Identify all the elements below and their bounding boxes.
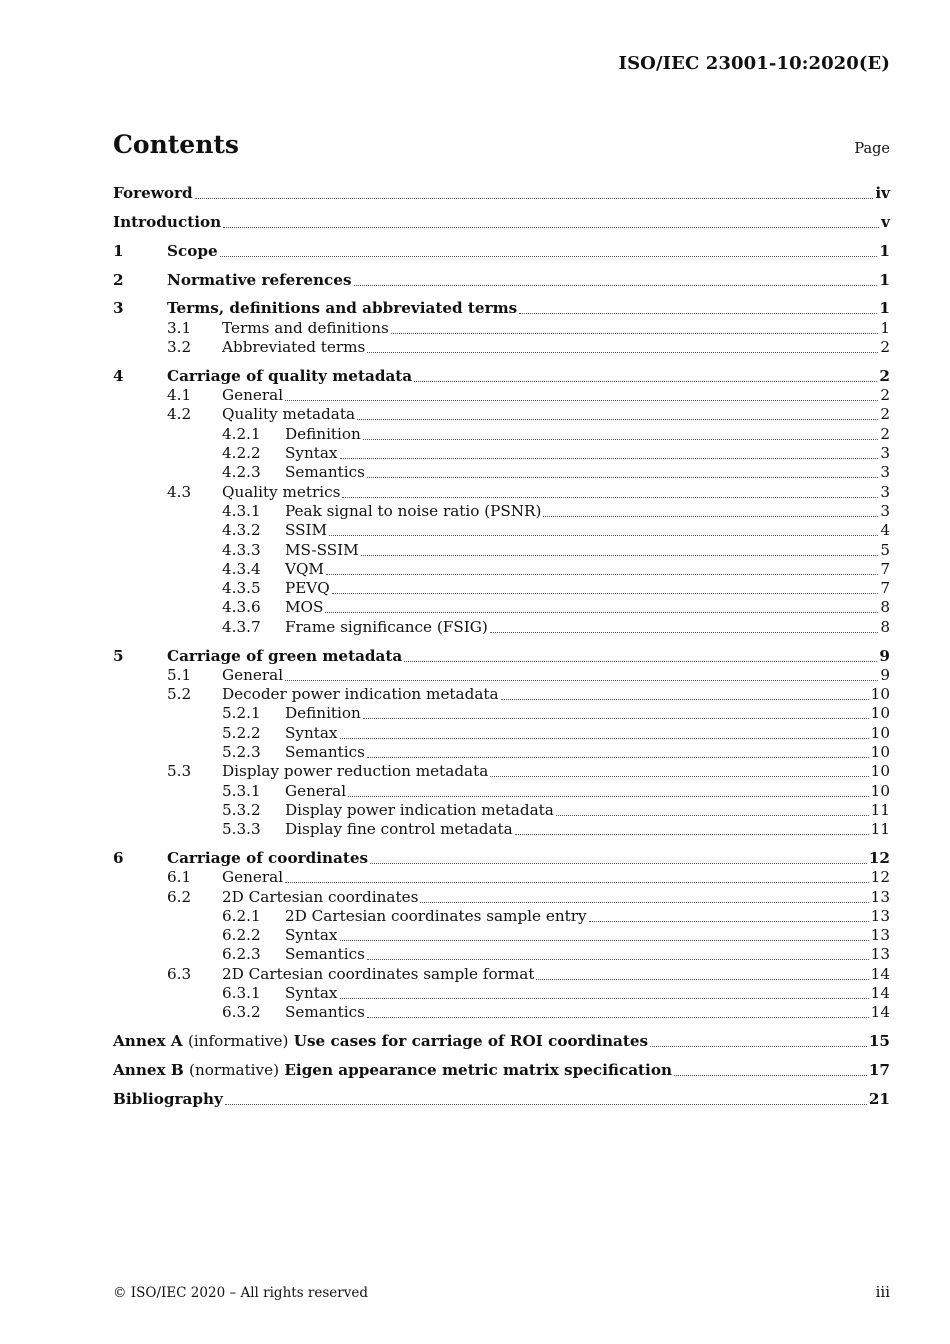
toc-entry-page: 13 <box>870 926 890 945</box>
toc-entry-number: 6.3 <box>167 964 192 983</box>
dot-leader <box>363 438 879 440</box>
toc-entry-number: 5.3.1 <box>222 781 261 800</box>
dot-leader <box>543 515 878 517</box>
toc-entry-title-text: MS-SSIM <box>285 540 359 559</box>
toc-entry-title-text: Carriage of quality metadata <box>167 366 413 385</box>
dot-leader <box>519 312 877 314</box>
toc-entry-number: 4.2 <box>167 405 192 424</box>
toc-entry-number: 5.3.3 <box>222 820 261 839</box>
toc-entry-title <box>285 1003 365 1022</box>
toc-entry[interactable] <box>113 299 890 318</box>
toc-entry-title <box>285 463 365 482</box>
toc-entry-page: 13 <box>870 945 890 964</box>
toc-entry[interactable] <box>113 521 890 540</box>
dot-leader <box>340 457 879 459</box>
toc-entry-page: 2 <box>880 338 890 357</box>
toc-entry-number: 4.3 <box>167 482 192 501</box>
toc-entry-title <box>285 704 361 723</box>
dot-leader <box>515 833 869 835</box>
toc-entry-title <box>222 965 534 984</box>
toc-entry-title-text: Introduction <box>113 213 222 232</box>
toc-entry-title <box>113 184 193 203</box>
toc-entry-page: 1 <box>879 299 890 318</box>
document-id: ISO/IEC 23001-10:2020(E) <box>618 53 890 74</box>
toc-entry[interactable] <box>113 984 890 1003</box>
toc-entry-page: 10 <box>870 743 890 762</box>
toc-entry-title-text: Syntax <box>285 984 338 1003</box>
toc-entry-page: 3 <box>880 501 890 520</box>
toc-entry-title-text: General <box>222 665 284 684</box>
dot-leader <box>348 795 869 797</box>
toc-entry-title <box>167 647 402 666</box>
toc-entry-title-text: Syntax <box>285 444 338 463</box>
dot-leader <box>367 1016 869 1018</box>
toc-entry-page: 14 <box>870 964 890 983</box>
toc-entry-number: 6.2.2 <box>222 926 261 945</box>
toc-entry-page: 1 <box>880 318 890 337</box>
toc-entry-title <box>285 945 365 964</box>
toc-entry-title <box>285 724 338 743</box>
copyright-notice: © ISO/IEC 2020 – All rights reserved <box>113 1285 368 1301</box>
toc-entry[interactable] <box>113 666 890 685</box>
toc-entry-number: 4.3.6 <box>222 598 261 617</box>
toc-entry-title-text: Frame significance (FSIG) <box>285 617 488 636</box>
toc-entry[interactable] <box>113 617 890 636</box>
toc-entry-title <box>222 888 418 907</box>
toc-entry-number: 1 <box>113 241 124 260</box>
toc-entry-page: 14 <box>870 1003 890 1022</box>
toc-entry-title-text: Quality metrics <box>222 482 341 501</box>
toc-entry[interactable] <box>113 405 890 424</box>
toc-entry-title-text: Semantics <box>285 945 365 964</box>
toc-entry-title-text: 2D Cartesian coordinates sample entry <box>285 906 587 925</box>
toc-entry-number: 6.2.3 <box>222 945 261 964</box>
toc-entry[interactable] <box>113 926 890 945</box>
toc-entry-title-text: Decoder power indication metadata <box>222 685 499 704</box>
toc-entry-title <box>285 618 488 637</box>
toc-entry-title-text: Semantics <box>285 1003 365 1022</box>
toc-entry-title <box>285 598 323 617</box>
toc-entry-title-text: Annex A <box>113 1032 183 1051</box>
toc-entry[interactable] <box>113 849 890 868</box>
toc-entry-title <box>167 849 368 868</box>
toc-entry-title <box>113 1032 648 1051</box>
toc-entry-number: 3.1 <box>167 318 192 337</box>
toc-entry-title-text: General <box>222 868 284 887</box>
toc-entry-annex-type: (normative) <box>189 1060 280 1079</box>
toc-entry[interactable] <box>113 1061 890 1080</box>
toc-entry-number: 4.3.3 <box>222 540 261 559</box>
toc-entry-number: 6.2 <box>167 887 192 906</box>
toc-entry[interactable] <box>113 540 890 559</box>
toc-entry-number: 4.2.3 <box>222 463 261 482</box>
toc-entry-title-text: Semantics <box>285 463 365 482</box>
toc-entry-title <box>167 299 517 318</box>
toc-entry-title <box>113 213 221 232</box>
toc-entry-page: 12 <box>868 849 890 867</box>
toc-entry-title <box>285 444 338 463</box>
toc-entry-number: 4.3.5 <box>222 579 261 598</box>
toc-entry-number: 4.3.4 <box>222 559 261 578</box>
dot-leader <box>223 226 879 228</box>
toc-entry-page: 17 <box>868 1060 890 1079</box>
toc-entry-title <box>285 521 327 540</box>
toc-entry-page: v <box>881 213 890 232</box>
toc-entry-page: 10 <box>870 685 890 704</box>
toc-entry-number: 5.2.2 <box>222 723 261 742</box>
toc-entry[interactable] <box>113 386 890 405</box>
toc-entry[interactable] <box>113 945 890 964</box>
toc-entry[interactable] <box>113 598 890 617</box>
toc-entry-title <box>285 782 346 801</box>
toc-entry-page: 9 <box>879 646 890 665</box>
toc-entry-title <box>285 926 338 945</box>
toc-entry-title-text: PEVQ <box>285 579 330 598</box>
toc-entry-title-text: Display fine control metadata <box>285 820 513 839</box>
toc-entry[interactable] <box>113 1032 890 1051</box>
toc-entry-number: 5.3.2 <box>222 800 261 819</box>
toc-entry-title <box>285 579 330 598</box>
toc-entry-title-text: Foreword <box>113 184 193 203</box>
toc-entry-title <box>167 242 218 261</box>
toc-entry[interactable] <box>113 907 890 926</box>
toc-entry[interactable] <box>113 646 890 665</box>
toc-entry-page: 13 <box>870 887 890 906</box>
toc-entry-title <box>285 502 541 521</box>
toc-entry-title <box>222 386 283 405</box>
toc-entry[interactable] <box>113 579 890 598</box>
toc-entry-number: 2 <box>113 270 124 289</box>
toc-entry-page: 1 <box>879 241 890 260</box>
toc-entry-number: 5.2.3 <box>222 743 261 762</box>
toc-entry[interactable] <box>113 704 890 723</box>
dot-leader <box>340 939 869 941</box>
toc-entry-page: 8 <box>880 617 890 636</box>
dot-leader <box>342 496 878 498</box>
toc-entry-number: 5.3 <box>167 762 192 781</box>
page-number: iii <box>875 1283 890 1301</box>
toc-entry-page: 11 <box>870 800 890 819</box>
toc-entry[interactable] <box>113 887 890 906</box>
toc-entry[interactable] <box>113 1003 890 1022</box>
dot-leader <box>195 197 874 199</box>
toc-entry-title <box>167 367 412 386</box>
toc-entry[interactable] <box>113 502 890 521</box>
toc-entry-title-text: MOS <box>285 598 324 617</box>
toc-entry-title <box>285 801 554 820</box>
toc-entry-number: 4.2.1 <box>222 424 261 443</box>
toc-entry-title <box>285 560 324 579</box>
toc-entry-number: 6.3.2 <box>222 1003 261 1022</box>
dot-leader <box>225 1103 867 1105</box>
toc-entry-title-text: Carriage of coordinates <box>167 849 369 867</box>
page-title: Contents <box>113 130 240 159</box>
toc-entry-page: 3 <box>880 482 890 501</box>
toc-entry-number: 6.1 <box>167 868 192 887</box>
dot-leader <box>650 1045 867 1047</box>
toc-entry-title-text: Display power indication metadata <box>285 800 554 819</box>
toc-entry-title <box>222 483 340 502</box>
toc-entry-page: iv <box>875 184 890 203</box>
toc-entry-title-text: Annex B <box>113 1060 184 1079</box>
toc-entry-title-text: General <box>285 781 347 800</box>
toc-entry-title-text: Definition <box>285 424 361 443</box>
toc-entry[interactable] <box>113 424 890 443</box>
toc-entry-page: 3 <box>880 463 890 482</box>
toc-entry-title-text: Scope <box>167 241 218 260</box>
toc-entry-title-text: Terms and definitions <box>222 318 389 337</box>
toc-entry[interactable] <box>113 184 890 203</box>
dot-leader <box>391 332 879 334</box>
toc-entry[interactable] <box>113 242 890 261</box>
toc-entry-title <box>113 1061 672 1080</box>
toc-entry-title <box>285 820 513 839</box>
toc-entry-number: 4.3.2 <box>222 521 261 540</box>
toc-entry-page: 10 <box>870 704 890 723</box>
toc-entry-page: 8 <box>880 598 890 617</box>
toc-entry-title <box>222 319 389 338</box>
dot-leader <box>367 351 878 353</box>
toc-entry-page: 2 <box>880 424 890 443</box>
toc-entry-page: 13 <box>870 906 890 925</box>
toc-entry[interactable] <box>113 367 890 386</box>
toc-entry-number: 5.2 <box>167 685 192 704</box>
toc-entry-title <box>222 762 488 781</box>
toc-entry-page: 7 <box>880 579 890 598</box>
toc-entry-page: 10 <box>870 781 890 800</box>
toc-entry-title <box>222 868 283 887</box>
toc-entry[interactable] <box>113 213 890 232</box>
toc-entry-page: 7 <box>880 559 890 578</box>
toc-entry-number: 4.2.2 <box>222 444 261 463</box>
dot-leader <box>589 920 869 922</box>
dot-leader <box>367 756 869 758</box>
toc-entry-number: 4.3.1 <box>222 501 261 520</box>
toc-entry-title <box>222 405 355 424</box>
toc-entry[interactable] <box>113 444 890 463</box>
toc-entry-title-text: Semantics <box>285 743 365 762</box>
toc-entry[interactable] <box>113 781 890 800</box>
toc-entry-title-text: Peak signal to noise ratio (PSNR) <box>285 501 542 520</box>
toc-entry-title-text: Normative references <box>167 270 352 289</box>
toc-entry-number: 6 <box>113 849 124 867</box>
dot-leader <box>285 679 878 681</box>
toc-entry-page: 4 <box>880 521 890 540</box>
toc-entry[interactable] <box>113 270 890 289</box>
toc-entry-title <box>285 425 361 444</box>
toc-entry-title-text: Carriage of green metadata <box>167 646 403 665</box>
dot-leader <box>285 399 878 401</box>
toc-entry-annex-title: Eigen appearance metric matrix specification <box>284 1060 672 1079</box>
toc-entry-title <box>222 338 365 357</box>
toc-entry-number: 3.2 <box>167 338 192 357</box>
toc-entry-title-text: Definition <box>285 704 361 723</box>
toc-entry-title <box>222 685 499 704</box>
toc-entry-title-text: 2D Cartesian coordinates sample format <box>222 964 535 983</box>
toc-entry-page: 21 <box>868 1089 890 1108</box>
toc-entry[interactable] <box>113 463 890 482</box>
toc-entry[interactable] <box>113 762 890 781</box>
dot-leader <box>363 717 869 719</box>
toc-entry-number: 5.2.1 <box>222 704 261 723</box>
toc-entry-page: 2 <box>879 366 890 385</box>
toc-entry-number: 4.3.7 <box>222 617 261 636</box>
toc-entry-title-text: VQM <box>285 559 324 578</box>
toc-entry-page: 11 <box>870 820 890 839</box>
dot-leader <box>357 418 878 420</box>
toc-entry[interactable] <box>113 964 890 983</box>
toc-entry[interactable] <box>113 801 890 820</box>
toc-entry-title-text: Bibliography <box>113 1089 223 1108</box>
toc-entry[interactable] <box>113 723 890 742</box>
toc-entry[interactable] <box>113 743 890 762</box>
toc-entry-title-text: General <box>222 386 284 405</box>
dot-leader <box>361 554 879 556</box>
dot-leader <box>370 862 867 864</box>
toc-entry-page: 14 <box>870 984 890 1003</box>
toc-entry-number: 3 <box>113 299 124 318</box>
toc-entry-annex-type: (informative) <box>187 1032 289 1051</box>
toc-entry-title <box>285 907 587 926</box>
dot-leader <box>367 958 869 960</box>
toc-entry-number: 5.1 <box>167 665 192 684</box>
toc-entry-title <box>285 984 338 1003</box>
toc-entry[interactable] <box>113 685 890 704</box>
dot-leader <box>414 380 877 382</box>
toc-entry-page: 12 <box>870 868 890 887</box>
toc-entry-title-text: SSIM <box>285 521 328 540</box>
toc-entry-number: 4 <box>113 366 124 385</box>
dot-leader <box>332 592 879 594</box>
toc-entry-number: 6.2.1 <box>222 906 261 925</box>
toc-entry-title <box>113 1090 223 1109</box>
toc-entry[interactable] <box>113 318 890 337</box>
toc-entry[interactable] <box>113 338 890 357</box>
toc-entry-title-text: Quality metadata <box>222 405 355 424</box>
toc-entry-title-text: Display power reduction metadata <box>222 762 489 781</box>
toc-entry[interactable] <box>113 1089 890 1108</box>
toc-entry-title <box>167 271 352 290</box>
table-of-contents <box>113 184 890 1109</box>
toc-entry-page: 2 <box>880 386 890 405</box>
toc-entry-title-text: Abbreviated terms <box>222 338 366 357</box>
toc-entry-title-text: 2D Cartesian coordinates <box>222 887 419 906</box>
toc-entry-page: 1 <box>879 270 890 289</box>
toc-entry[interactable] <box>113 820 890 839</box>
toc-entry-page: 3 <box>880 444 890 463</box>
toc-entry-page: 15 <box>868 1032 890 1051</box>
dot-leader <box>490 775 868 777</box>
toc-entry-title <box>222 666 283 685</box>
toc-entry[interactable] <box>113 868 890 887</box>
dot-leader <box>285 881 869 883</box>
dot-leader <box>329 534 878 536</box>
toc-entry-title <box>285 541 359 560</box>
toc-entry-page: 9 <box>880 665 890 684</box>
dot-leader <box>340 737 869 739</box>
toc-entry-annex-title: Use cases for carriage of ROI coordinates <box>293 1032 649 1051</box>
toc-entry-number: 5 <box>113 646 124 665</box>
toc-entry-title-text: Syntax <box>285 926 338 945</box>
toc-entry[interactable] <box>113 482 890 501</box>
dot-leader <box>404 660 877 662</box>
toc-entry-number: 6.3.1 <box>222 984 261 1003</box>
page-column-label: Page <box>854 141 890 157</box>
toc-entry-page: 2 <box>880 405 890 424</box>
dot-leader <box>367 476 878 478</box>
dot-leader <box>220 255 878 257</box>
toc-entry[interactable] <box>113 560 890 579</box>
dot-leader <box>536 978 868 980</box>
dot-leader <box>490 631 879 633</box>
toc-entry-page: 10 <box>870 762 890 781</box>
toc-entry-number: 4.1 <box>167 386 192 405</box>
dot-leader <box>354 284 878 286</box>
dot-leader <box>420 901 868 903</box>
dot-leader <box>556 814 869 816</box>
dot-leader <box>325 611 878 613</box>
toc-entry-title-text: Terms, definitions and abbreviated terms <box>167 299 518 318</box>
toc-entry-title-text: Syntax <box>285 723 338 742</box>
dot-leader <box>340 997 869 999</box>
toc-entry-title <box>285 743 365 762</box>
dot-leader <box>674 1074 867 1076</box>
dot-leader <box>326 573 878 575</box>
toc-entry-page: 5 <box>880 540 890 559</box>
dot-leader <box>501 698 869 700</box>
toc-entry-page: 10 <box>870 723 890 742</box>
